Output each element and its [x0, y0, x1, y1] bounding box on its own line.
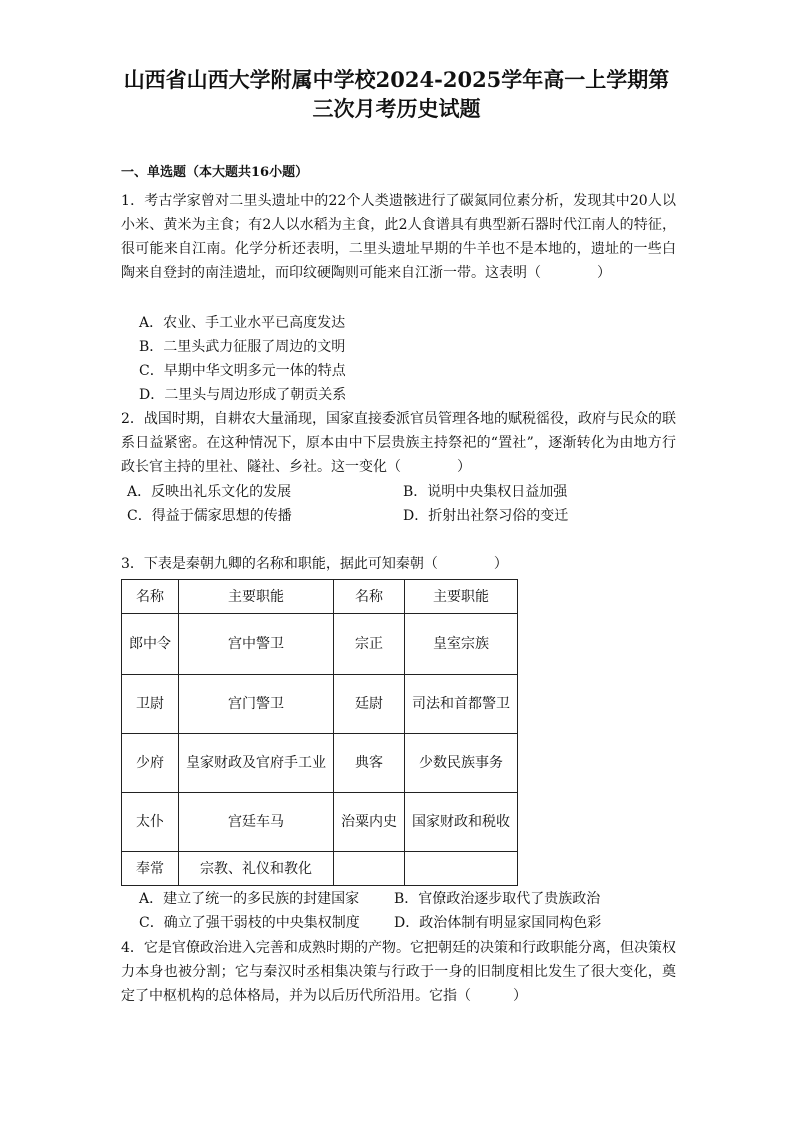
question-1-option-b[interactable]: B．二里头武力征服了周边的文明 — [139, 339, 346, 355]
table-header-function-2: 主要职能 — [405, 580, 518, 614]
question-1-option-d[interactable]: D．二里头与周边形成了朝贡关系 — [139, 387, 347, 403]
table-cell: 卫尉 — [122, 675, 179, 734]
table-cell: 宗正 — [334, 614, 405, 675]
question-3-option-d[interactable]: D．政治体制有明显家国同构色彩 — [394, 915, 602, 931]
table-cell — [334, 852, 405, 886]
table-cell: 国家财政和税收 — [405, 793, 518, 852]
table-cell: 太仆 — [122, 793, 179, 852]
table-cell: 廷尉 — [334, 675, 405, 734]
table-cell: 宫廷车马 — [179, 793, 334, 852]
table-cell: 宫中警卫 — [179, 614, 334, 675]
question-3-table — [121, 579, 518, 886]
question-1-option-a[interactable]: A．农业、手工业水平已高度发达 — [139, 315, 346, 331]
question-1-option-c[interactable]: C．早期中华文明多元一体的特点 — [139, 363, 346, 379]
question-2-option-a[interactable]: A．反映出礼乐文化的发展 — [127, 484, 292, 500]
question-3-option-c[interactable]: C．确立了强干弱枝的中央集权制度 — [139, 915, 360, 931]
question-3-option-b[interactable]: B．官僚政治逐步取代了贵族政治 — [394, 891, 601, 907]
table-cell: 司法和首都警卫 — [405, 675, 518, 734]
table-header-name-1: 名称 — [122, 580, 179, 614]
table-cell: 皇室宗族 — [405, 614, 518, 675]
question-3-option-a[interactable]: A．建立了统一的多民族的封建国家 — [139, 891, 360, 907]
question-1-text: 1．考古学家曾对二里头遗址中的22个人类遗骸进行了碳氮同位素分析，发现其中20人以小米、黄米为主食；有2人以水稻为主食，此2人食谱具有典型新石器时代江南人的特征，很可能来自江南。化学分析还表明，二里头遗址早期的牛羊也不是本地的，遗址的一些白陶来自登封的南洼遗址，而印纹硬陶则可能来自江浙一带。这表明（ ） — [121, 193, 676, 281]
question-2-option-c[interactable]: C．得益于儒家思想的传播 — [127, 508, 292, 524]
table-cell: 治粟内史 — [334, 793, 405, 852]
table-cell: 少数民族事务 — [405, 734, 518, 793]
table-cell: 典客 — [334, 734, 405, 793]
table-header-name-2: 名称 — [334, 580, 405, 614]
question-2-option-b[interactable]: B．说明中央集权日益加强 — [403, 484, 568, 500]
table-cell: 皇家财政及官府手工业 — [179, 734, 334, 793]
table-cell — [405, 852, 518, 886]
exam-title-line-1: 山西省山西大学附属中学校2024-2025学年高一上学期第 — [123, 67, 670, 92]
table-cell: 宫门警卫 — [179, 675, 334, 734]
question-3-text: 3．下表是秦朝九卿的名称和职能，据此可知秦朝（ ） — [121, 556, 508, 572]
table-cell: 奉常 — [122, 852, 179, 886]
question-2-text: 2．战国时期，自耕农大量涌现，国家直接委派官员管理各地的赋税徭役，政府与民众的联系日益紧密。在这种情况下，原本由中下层贵族主持祭祀的“置社”，逐渐转化为由地方行政长官主持的里社、隧社、乡社。这一变化（ ） — [121, 411, 676, 475]
section-header: 一、单选题（本大题共16小题） — [121, 165, 309, 180]
exam-title-line-2: 三次月考历史试题 — [312, 96, 481, 121]
question-4-text: 4．它是官僚政治进入完善和成熟时期的产物。它把朝廷的决策和行政职能分离，但决策权力本身也被分割；它与秦汉时丞相集决策与行政于一身的旧制度相比发生了很大变化，奠定了中枢机构的总体格局，并为以后历代所沿用。它指（ ） — [121, 940, 676, 1004]
table-cell: 少府 — [122, 734, 179, 793]
table-header-function-1: 主要职能 — [179, 580, 334, 614]
question-2-option-d[interactable]: D．折射出社祭习俗的变迁 — [403, 508, 569, 524]
table-cell: 郎中令 — [122, 614, 179, 675]
table-cell: 宗教、礼仪和教化 — [179, 852, 334, 886]
